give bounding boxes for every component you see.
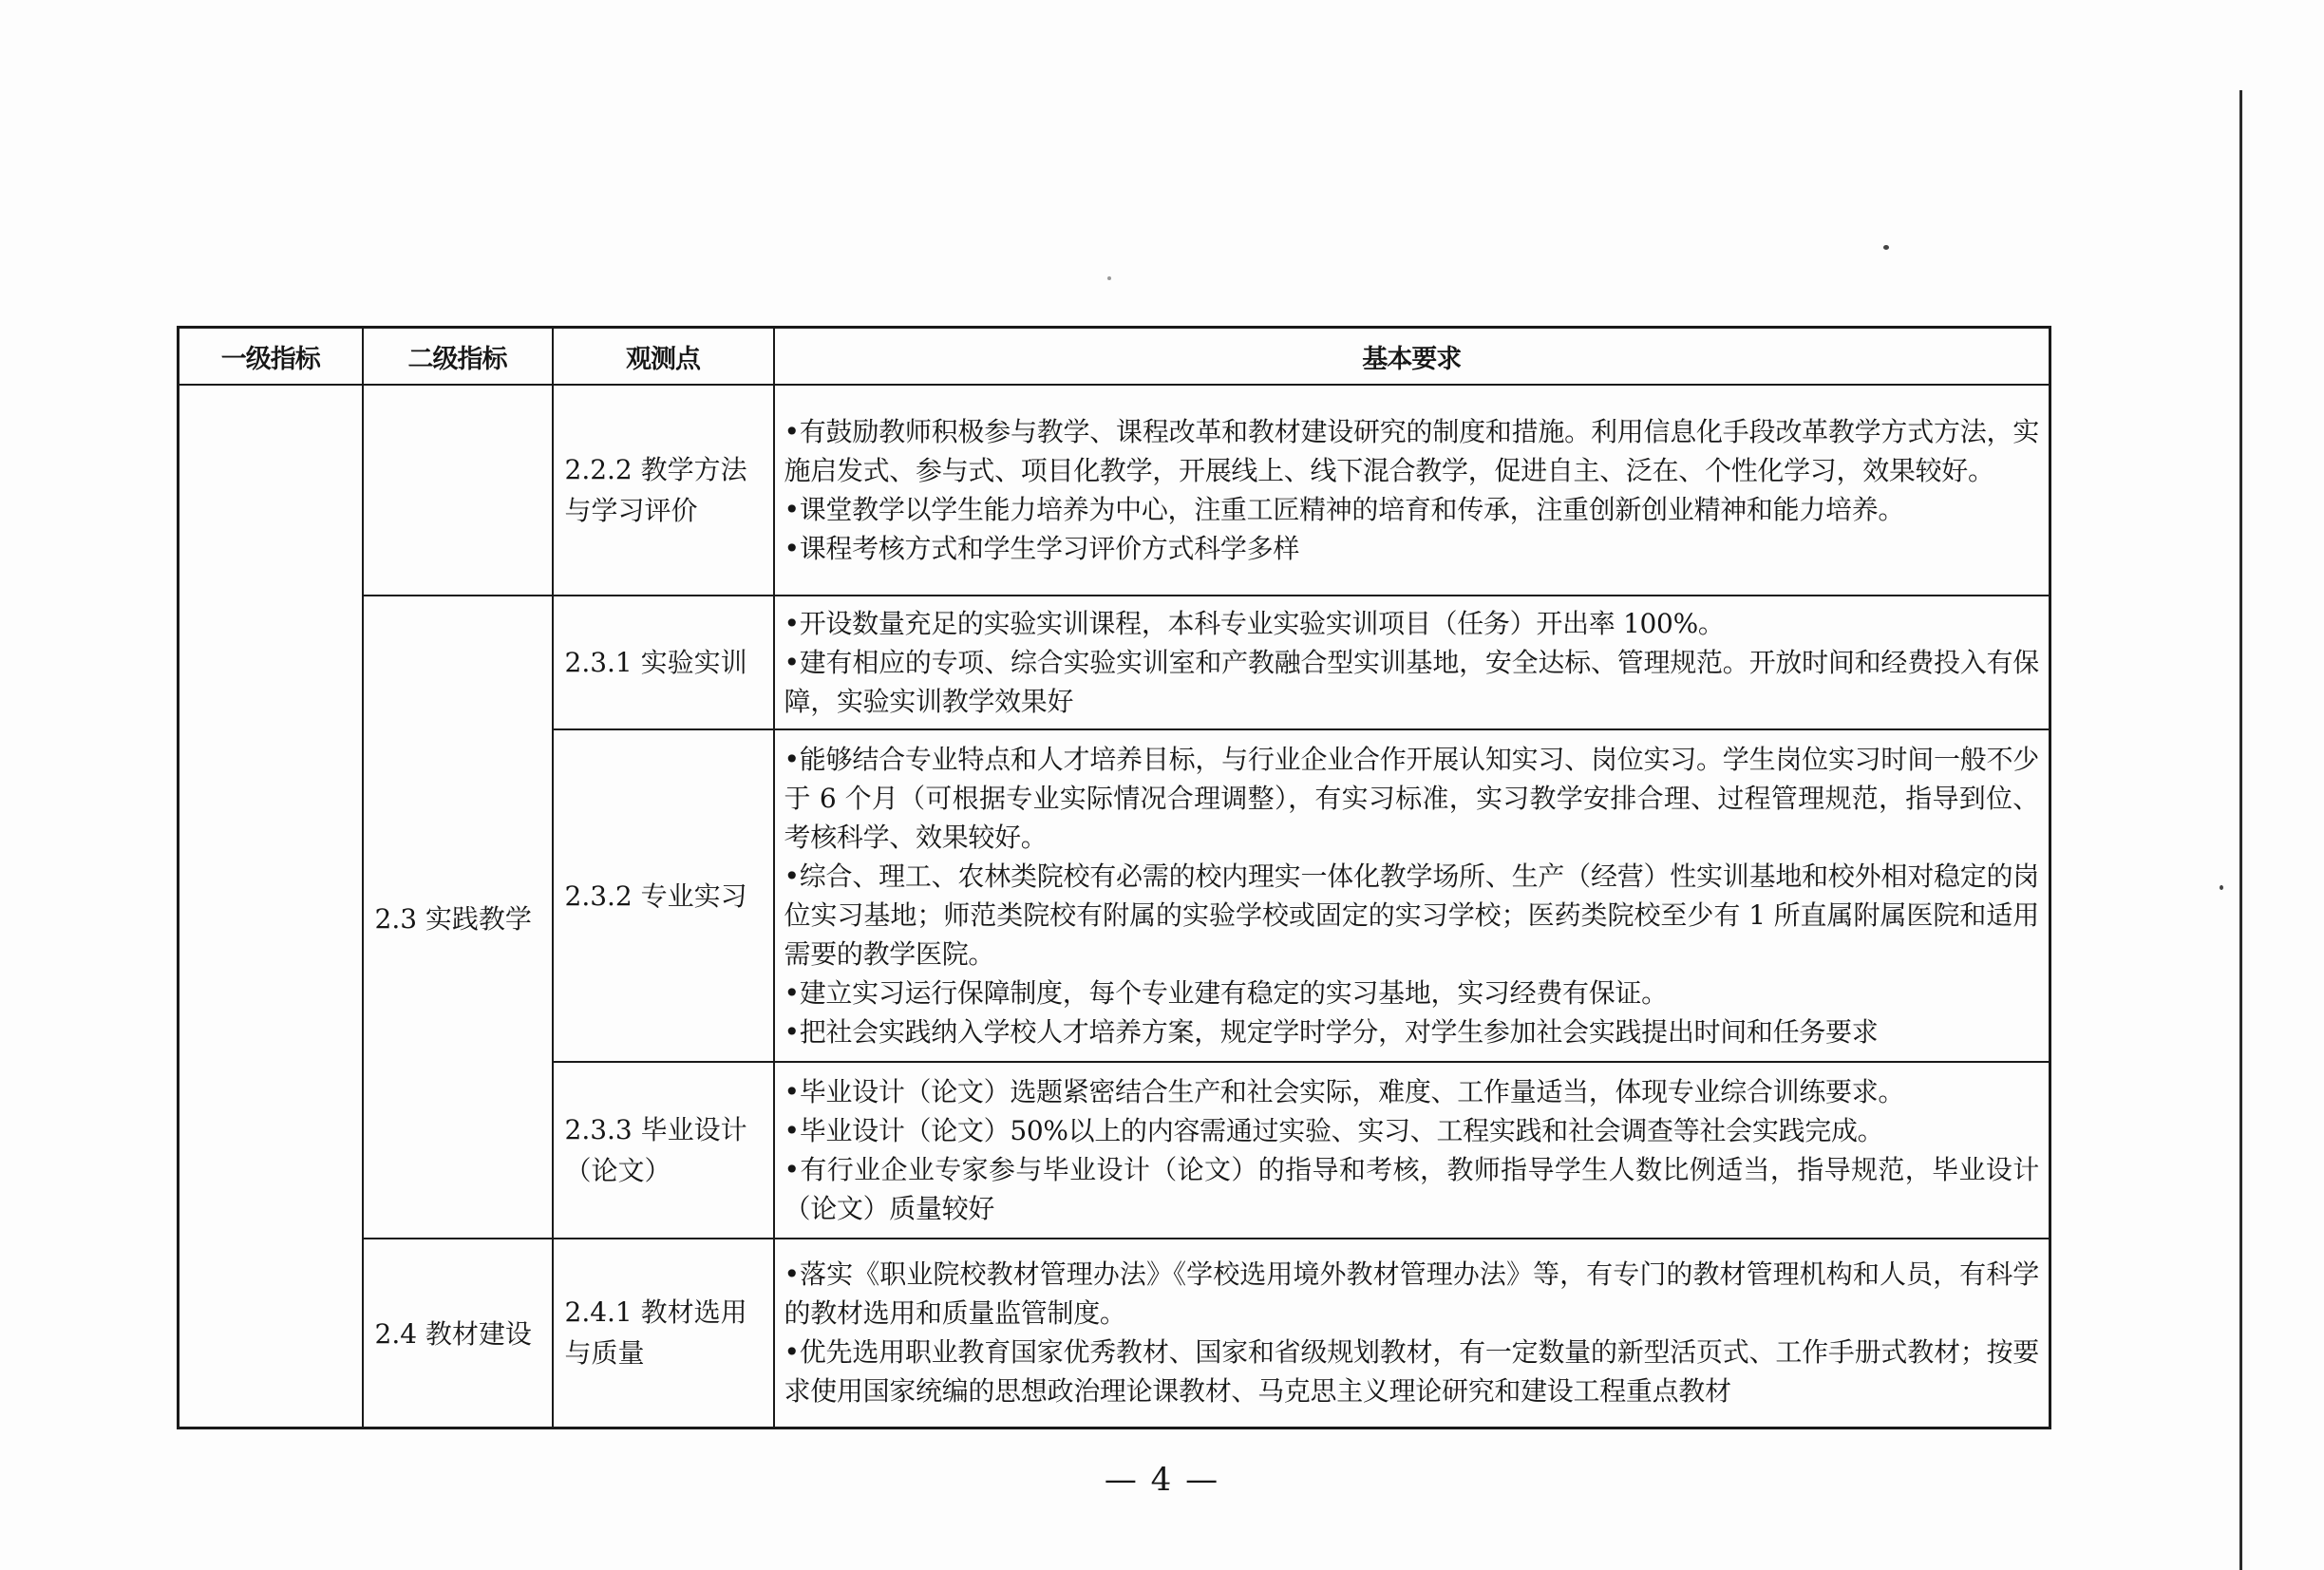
observation-cell: 2.3.1 实验实训 [553,596,774,729]
requirement-item: •落实《职业院校教材管理办法》《学校选用境外教材管理办法》等，有专门的教材管理机构和人员，有科学的教材选用和质量监管制度。 [784,1258,2039,1330]
level1-cell [179,385,363,1428]
requirement-item: •有鼓励教师积极参与教学、课程改革和教材建设研究的制度和措施。利用信息化手段改革教学方式方法，实施启发式、参与式、项目化教学，开展线上、线下混合教学，促进自主、泛在、个性化学习，效果较好。 [784,416,2039,486]
scan-speck [1107,276,1111,280]
scan-speck [1883,245,1889,250]
table-row [179,1239,2050,1428]
level2-cell: 2.3 实践教学 [363,596,553,1239]
requirements-cell [774,385,2050,596]
header-observation: 观测点 [553,328,774,386]
requirements-cell [774,596,2050,729]
requirement-item: •开设数量充足的实验实训课程，本科专业实验实训项目（任务）开出率 100%。 [784,608,1725,639]
scan-edge-line [2239,90,2242,1570]
header-level1: 一级指标 [179,328,363,386]
table-row [179,596,2050,729]
requirement-item: •综合、理工、农林类院校有必需的校内理实一体化教学场所、生产（经营）性实训基地和校外相对稳定的岗位实习基地；师范类院校有附属的实验学校或固定的实习学校；医药类院校至少有 1 所直属附属医院和适用需要的教学医院。 [784,861,2039,970]
requirement-item: •建立实习运行保障制度，每个专业建有稳定的实习基地，实习经费有保证。 [784,977,1668,1009]
requirement-item: •能够结合专业特点和人才培养目标，与行业企业合作开展认知实习、岗位实习。学生岗位实习时间一般不少于 6 个月（可根据专业实际情况合理调整），有实习标准，实习教学安排合理、过程管理规范，指导到位、考核科学、效果较好。 [784,744,2039,853]
header-level2: 二级指标 [363,328,553,386]
table-header-row [179,328,2050,386]
observation-cell: 2.3.3 毕业设计（论文） [553,1062,774,1239]
requirements-cell [774,1062,2050,1239]
requirement-item: •优先选用职业教育国家优秀教材、国家和省级规划教材，有一定数量的新型活页式、工作手册式教材；按要求使用国家统编的思想政治理论课教材、马克思主义理论研究和建设工程重点教材 [784,1336,2039,1408]
requirements-cell [774,1239,2050,1428]
requirement-item: •有行业企业专家参与毕业设计（论文）的指导和考核，教师指导学生人数比例适当，指导规范，毕业设计（论文）质量较好 [784,1154,2039,1224]
observation-cell: 2.4.1 教材选用与质量 [553,1239,774,1428]
requirement-item: •把社会实践纳入学校人才培养方案，规定学时学分，对学生参加社会实践提出时间和任务要求 [784,1016,1879,1048]
requirement-item: •毕业设计（论文）50%以上的内容需通过实验、实习、工程实践和社会调查等社会实践完成。 [784,1115,1884,1146]
observation-cell: 2.3.2 专业实习 [553,729,774,1062]
scan-speck [2220,885,2223,890]
requirement-item: •课堂教学以学生能力培养为中心，注重工匠精神的培育和传承，注重创新创业精神和能力培养。 [784,494,1905,525]
level2-cell: 2.4 教材建设 [363,1239,553,1428]
observation-cell: 2.2.2 教学方法与学习评价 [553,385,774,596]
requirement-item: •建有相应的专项、综合实验实训室和产教融合型实训基地，安全达标、管理规范。开放时间和经费投入有保障，实验实训教学效果好 [784,647,2039,717]
page-number: — 4 — [1104,1461,1220,1499]
requirements-table [177,326,2051,1429]
requirements-cell [774,729,2050,1062]
header-requirements: 基本要求 [774,328,2050,386]
requirement-item: •课程考核方式和学生学习评价方式科学多样 [784,533,1300,564]
requirement-item: •毕业设计（论文）选题紧密结合生产和社会实际，难度、工作量适当，体现专业综合训练要求。 [784,1076,1905,1107]
level2-cell [363,385,553,596]
table-row [179,385,2050,596]
